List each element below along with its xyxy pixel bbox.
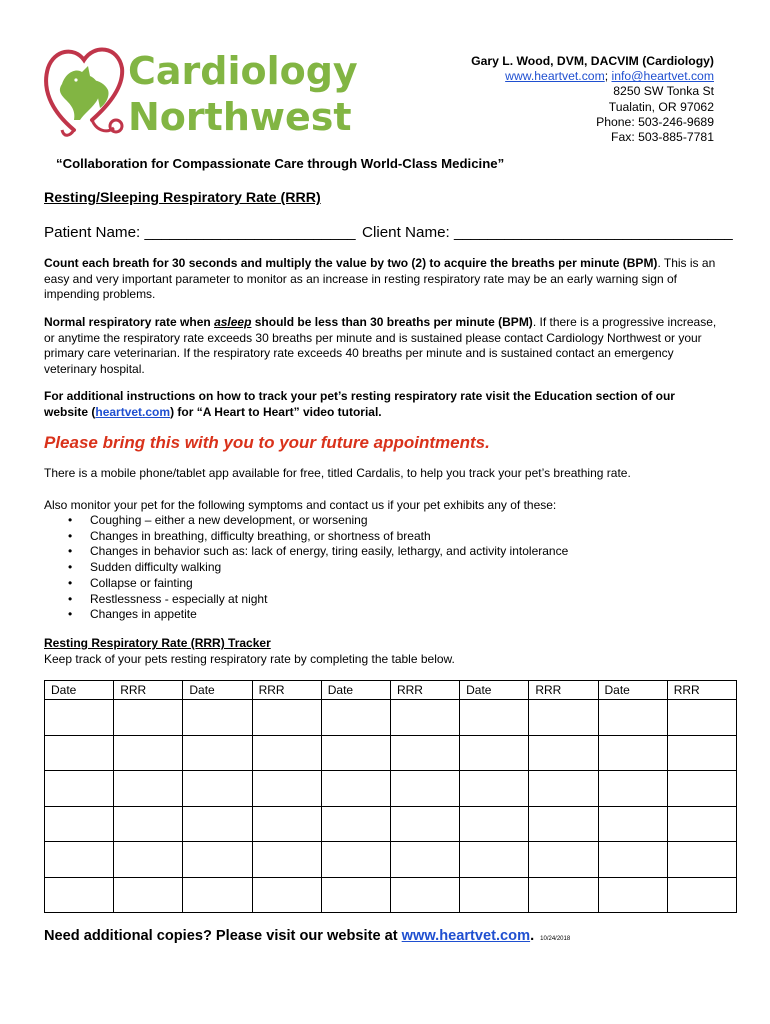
client-name-field[interactable]: Client Name: _________________________________	[362, 224, 733, 241]
tracker-title: Resting Respiratory Rate (RRR) Tracker	[44, 636, 271, 650]
contact-block	[471, 54, 714, 145]
tracker-rrr-cell[interactable]	[252, 735, 321, 771]
tracker-rrr-cell[interactable]	[529, 771, 598, 807]
tracker-rrr-cell[interactable]	[667, 877, 736, 913]
count-instruction-bold: Count each breath for 30 seconds and multiply the value by two (2) to acquire the breaths per minute (BPM)	[44, 256, 658, 270]
tracker-rrr-cell[interactable]	[114, 771, 183, 807]
tracker-rrr-cell[interactable]	[114, 842, 183, 878]
tracker-date-cell[interactable]	[598, 735, 667, 771]
symptom-item: • Collapse or fainting	[62, 576, 568, 592]
tracker-header-cell: Date	[45, 681, 114, 700]
tracker-header-cell: Date	[460, 681, 529, 700]
tracker-date-cell[interactable]	[183, 700, 252, 736]
video-text-part2: ) for “A Heart to Heart” video tutorial.	[170, 404, 382, 419]
phone-number: Phone: 503-246-9689	[596, 114, 714, 129]
tracker-date-cell[interactable]	[183, 806, 252, 842]
tracker-rrr-cell[interactable]	[529, 877, 598, 913]
tracker-date-cell[interactable]	[45, 806, 114, 842]
tracker-date-cell[interactable]	[183, 735, 252, 771]
fax-number: Fax: 503-885-7781	[611, 130, 714, 145]
tracker-date-cell[interactable]	[460, 771, 529, 807]
email-link[interactable]: info@heartvet.com	[611, 69, 714, 84]
tracker-date-cell[interactable]	[321, 735, 390, 771]
symptom-item: • Restlessness - especially at night	[62, 592, 568, 608]
bring-notice: Please bring this with you to your future appointments.	[44, 433, 490, 452]
tracker-description: Keep track of your pets resting respiratory rate by completing the table below.	[44, 652, 455, 666]
symptom-list	[62, 513, 568, 623]
tracker-date-cell[interactable]	[460, 735, 529, 771]
symptom-item: • Changes in appetite	[62, 607, 568, 623]
tracker-rrr-cell[interactable]	[114, 735, 183, 771]
revision-date: 10/24/2018	[540, 936, 571, 942]
normal-rate-bold-b: should be less than 30 breaths per minute (BPM)	[251, 315, 533, 329]
city-state-zip: Tualatin, OR 97062	[608, 99, 714, 114]
symptom-item: • Changes in breathing, difficulty breathing, or shortness of breath	[62, 529, 568, 545]
web-email-line	[471, 69, 714, 84]
tracker-date-cell[interactable]	[45, 700, 114, 736]
tracker-rrr-cell[interactable]	[529, 735, 598, 771]
tracker-date-cell[interactable]	[183, 842, 252, 878]
tracker-header-cell: RRR	[390, 681, 459, 700]
tracker-date-cell[interactable]	[321, 806, 390, 842]
street-address: 8250 SW Tonka St	[613, 84, 714, 99]
tracker-row	[45, 700, 737, 736]
tracker-date-cell[interactable]	[321, 700, 390, 736]
tracker-row	[45, 842, 737, 878]
tracker-rrr-cell[interactable]	[114, 806, 183, 842]
footer-text: Need additional copies? Please visit our website at	[44, 928, 402, 944]
tracker-row	[45, 806, 737, 842]
cardiology-northwest-logo	[40, 38, 360, 142]
tracker-rrr-cell[interactable]	[252, 700, 321, 736]
tracker-rrr-cell[interactable]	[252, 771, 321, 807]
patient-name-field[interactable]: Patient Name: _________________________	[44, 224, 356, 241]
tracker-rrr-cell[interactable]	[667, 700, 736, 736]
tracker-rrr-cell[interactable]	[667, 806, 736, 842]
tracker-header-cell: Date	[598, 681, 667, 700]
instruction-paragraph-count	[44, 256, 720, 303]
brand-name-line1: Cardiology	[128, 49, 358, 93]
symptom-item: • Changes in behavior such as: lack of energy, tiring easily, lethargy, and activity intolerance	[62, 544, 568, 560]
tracker-date-cell[interactable]	[321, 842, 390, 878]
tracker-rrr-cell[interactable]	[529, 842, 598, 878]
video-text-part1: For additional instructions on how to track your pet’s resting respiratory rate visit the Education section of our website (	[44, 389, 675, 419]
symptom-item: • Coughing – either a new development, or worsening	[62, 513, 568, 529]
tracker-date-cell[interactable]	[460, 700, 529, 736]
tracker-header-row	[45, 681, 737, 700]
tracker-header-cell: RRR	[252, 681, 321, 700]
tracker-date-cell[interactable]	[460, 877, 529, 913]
tracker-date-cell[interactable]	[598, 806, 667, 842]
footer-note	[44, 928, 570, 944]
brand-name-line2: Northwest	[128, 95, 352, 139]
tracker-header-cell: RRR	[667, 681, 736, 700]
name-fields	[44, 224, 734, 241]
tracker-header-cell: RRR	[114, 681, 183, 700]
link-separator: ;	[604, 69, 612, 84]
tracker-date-cell[interactable]	[183, 877, 252, 913]
monitor-intro: Also monitor your pet for the following symptoms and contact us if your pet exhibits any of these:	[44, 498, 557, 512]
tracker-rrr-cell[interactable]	[529, 700, 598, 736]
tracker-row	[45, 877, 737, 913]
tracker-rrr-cell[interactable]	[114, 700, 183, 736]
tracker-row	[45, 735, 737, 771]
tracker-date-cell[interactable]	[321, 771, 390, 807]
tracker-rrr-cell[interactable]	[390, 806, 459, 842]
tracker-date-cell[interactable]	[598, 842, 667, 878]
tracker-row	[45, 771, 737, 807]
motto: “Collaboration for Compassionate Care through World-Class Medicine”	[56, 156, 505, 171]
website-link[interactable]: www.heartvet.com	[505, 69, 605, 84]
normal-rate-rest: . If there is a progressive increase, or anytime the respiratory rate exceeds 30 breaths per minute and is sustained please contact Cardiology Northwest or your primary care veterinarian. If the respiratory rate exceeds 40 breaths per minute and is sustained contact an emergency veterinary hospital.	[44, 315, 717, 376]
normal-rate-asleep: asleep	[214, 315, 252, 329]
tracker-rrr-cell[interactable]	[252, 842, 321, 878]
tracker-date-cell[interactable]	[460, 842, 529, 878]
tracker-rrr-cell[interactable]	[390, 700, 459, 736]
tracker-rrr-cell[interactable]	[390, 842, 459, 878]
tracker-date-cell[interactable]	[460, 806, 529, 842]
doctor-name: Gary L. Wood, DVM, DACVIM (Cardiology)	[471, 54, 714, 68]
footer-period: .	[530, 928, 535, 944]
tracker-date-cell[interactable]	[45, 877, 114, 913]
tracker-rrr-cell[interactable]	[667, 735, 736, 771]
tracker-date-cell[interactable]	[183, 771, 252, 807]
tracker-rrr-cell[interactable]	[667, 842, 736, 878]
count-instruction-rest: . This is an easy and very important parameter to monitor as an increase in resting respiratory rate may be an early warning sign of impending problems.	[44, 256, 716, 302]
tracker-rrr-cell[interactable]	[252, 877, 321, 913]
tracker-date-cell[interactable]	[598, 877, 667, 913]
tracker-date-cell[interactable]	[598, 771, 667, 807]
tracker-rrr-cell[interactable]	[252, 806, 321, 842]
tracker-date-cell[interactable]	[45, 771, 114, 807]
tracker-header-cell: RRR	[529, 681, 598, 700]
tracker-rrr-cell[interactable]	[390, 877, 459, 913]
heartvet-link[interactable]: heartvet.com	[95, 404, 171, 419]
tracker-rrr-cell[interactable]	[390, 771, 459, 807]
rrr-tracker-table	[44, 680, 737, 913]
app-note: There is a mobile phone/tablet app available for free, titled Cardalis, to help you track your pet’s breathing rate.	[44, 466, 631, 480]
tracker-date-cell[interactable]	[321, 877, 390, 913]
footer-website-link[interactable]: www.heartvet.com	[401, 928, 531, 944]
instruction-paragraph-video	[44, 389, 720, 420]
normal-rate-bold-a: Normal respiratory rate when	[44, 315, 215, 329]
instruction-paragraph-normal-rate	[44, 315, 720, 377]
page-title: Resting/Sleeping Respiratory Rate (RRR)	[44, 190, 321, 206]
tracker-rrr-cell[interactable]	[114, 877, 183, 913]
tracker-rrr-cell[interactable]	[529, 806, 598, 842]
tracker-date-cell[interactable]	[45, 735, 114, 771]
tracker-date-cell[interactable]	[45, 842, 114, 878]
tracker-rrr-cell[interactable]	[667, 771, 736, 807]
tracker-rrr-cell[interactable]	[390, 735, 459, 771]
tracker-header-cell: Date	[183, 681, 252, 700]
tracker-header-cell: Date	[321, 681, 390, 700]
tracker-date-cell[interactable]	[598, 700, 667, 736]
symptom-item: • Sudden difficulty walking	[62, 560, 568, 576]
